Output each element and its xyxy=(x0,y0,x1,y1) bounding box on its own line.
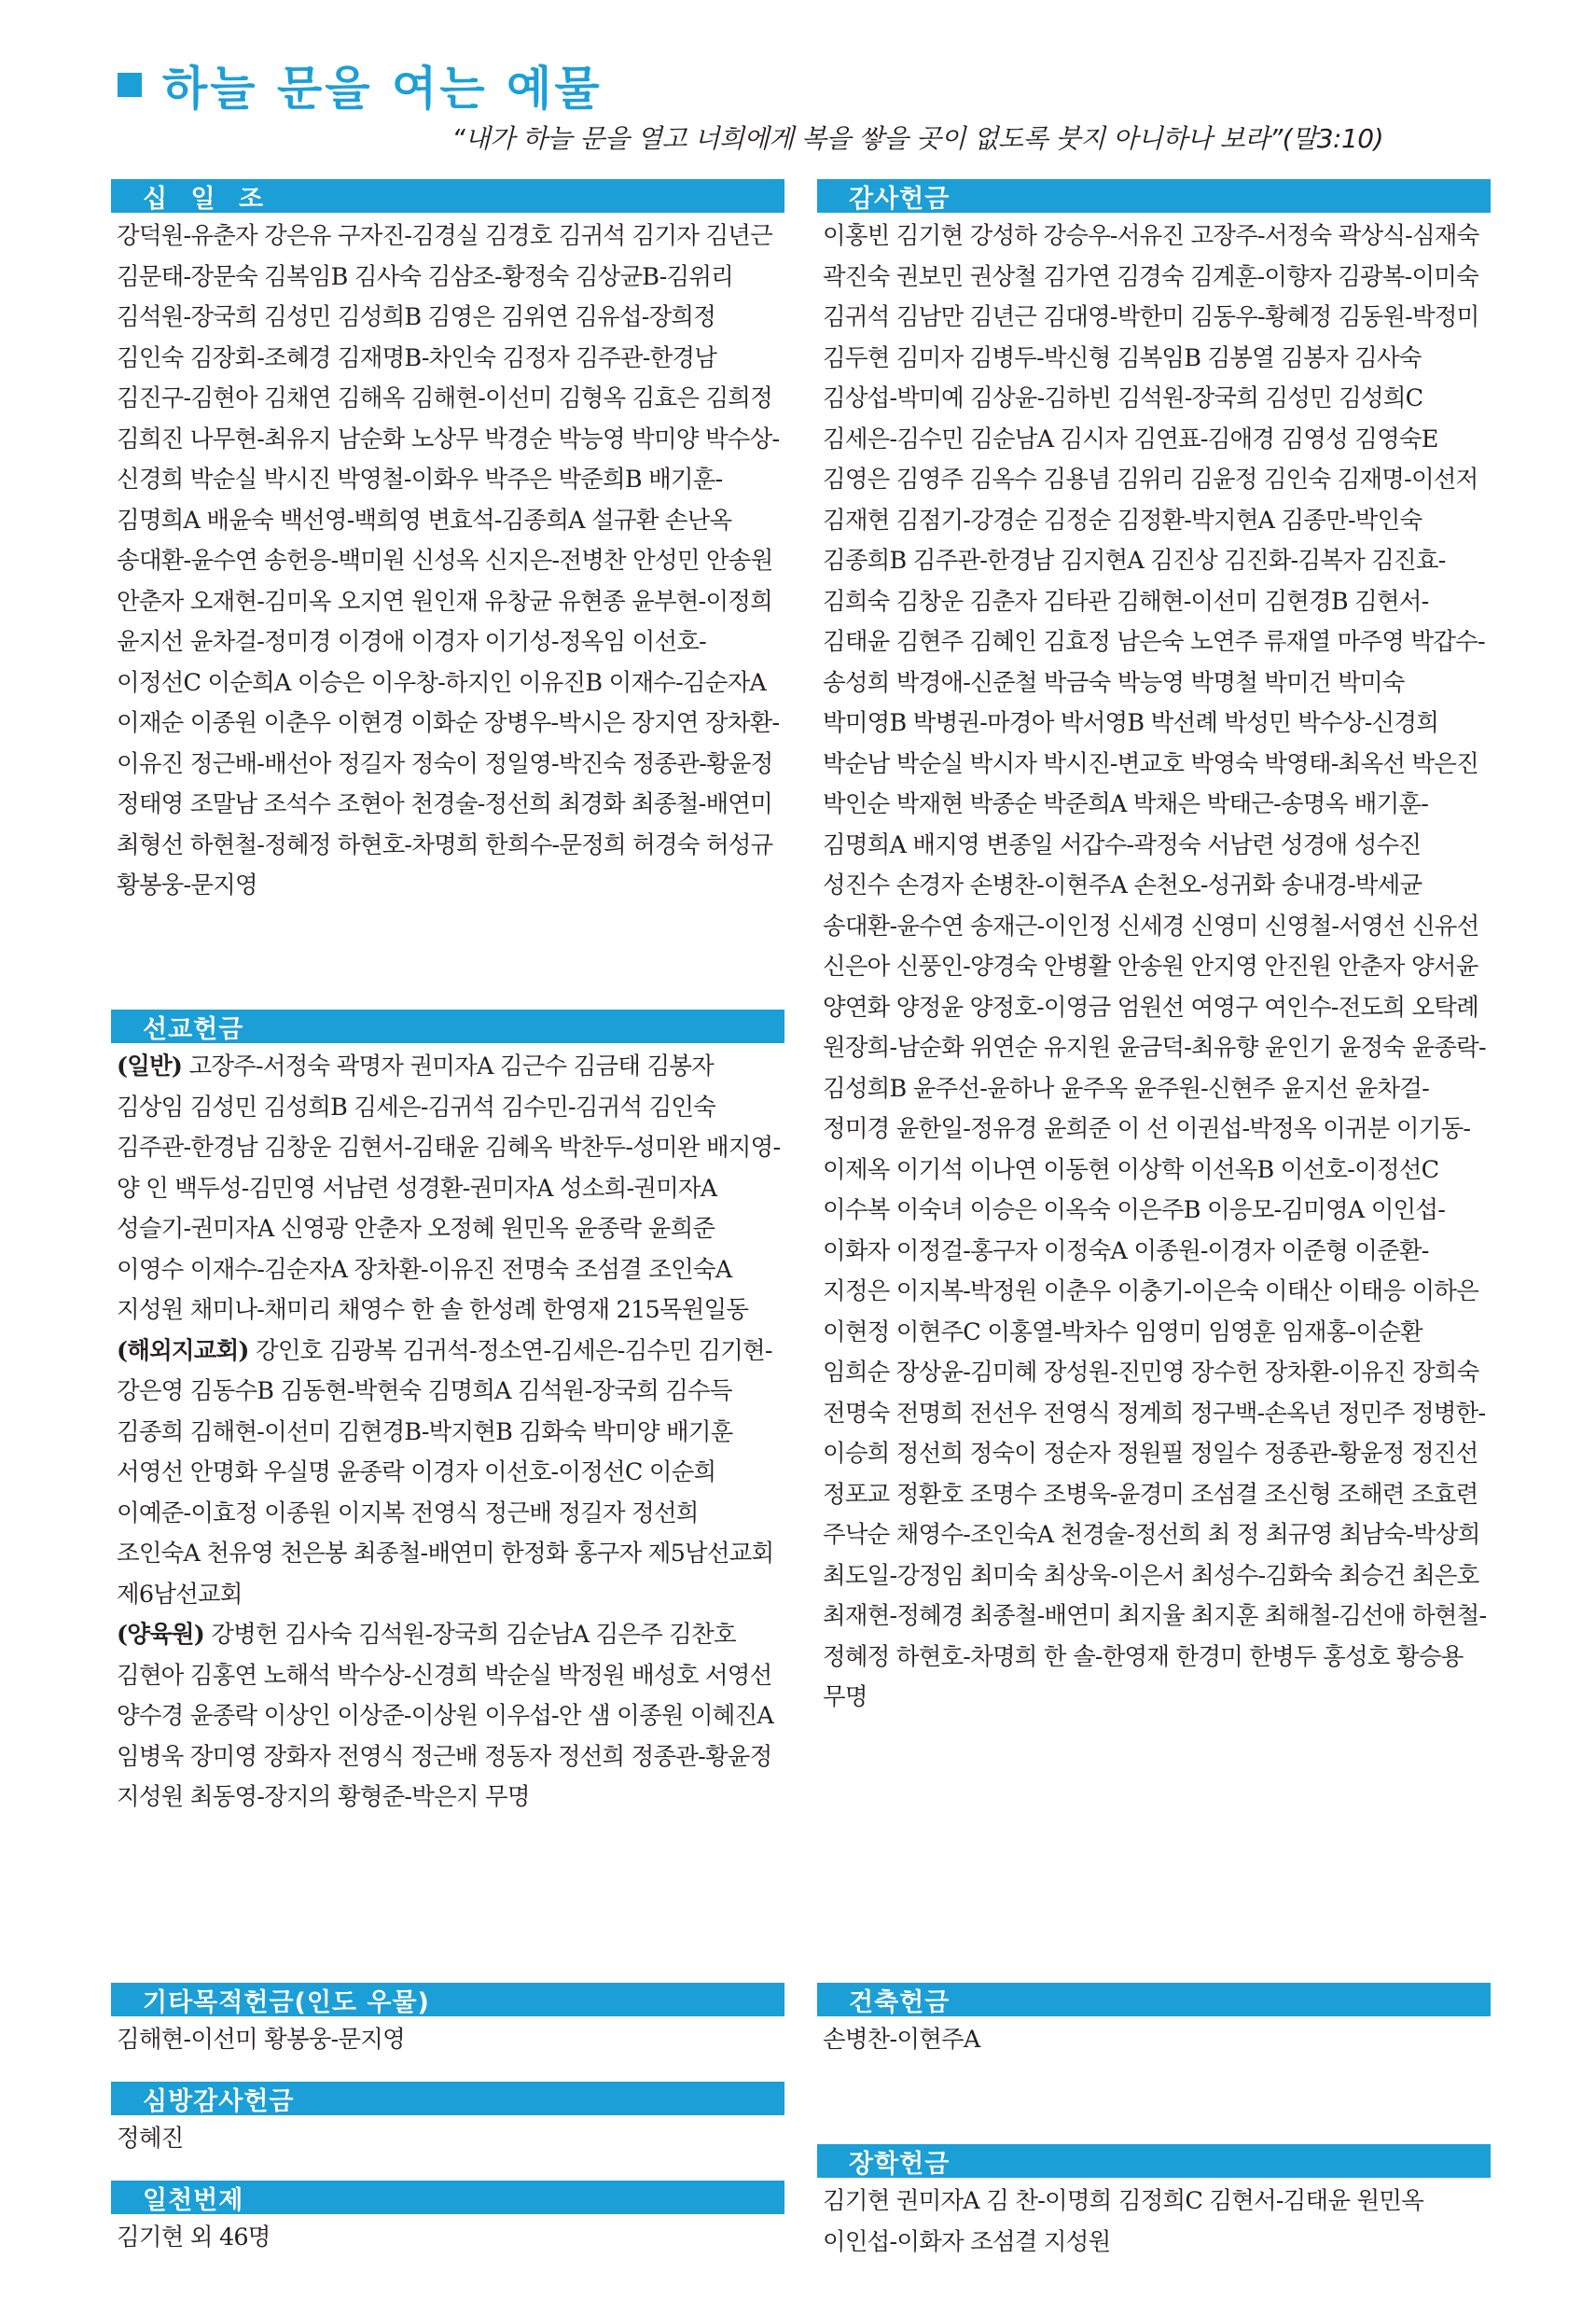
mission-overseas-names: 강인호 김광복 김귀석-정소연-김세은-김수민 김기현-강은영 김동수B 김동현-박현숙 김명희A 김석원-장국희 김수득 김종희 김해현-이선미 김현경B-박지현B 김화숙 박미양 배기훈 서영선 안명화 우실명 윤종락 이경자 이선호-이정선C 이순희 이예준-이효정 이종원 이지복 전영식 정근배 정길자 정선희 조인숙A 천유영 천은봉 최종철-배연미 한정화 홍구자 제5남선교회 제6남선교회 xyxy=(117,1336,774,1609)
other-purpose-names: 김해현-이선미 황봉웅-문지영 xyxy=(117,2026,405,2054)
mission-nursing-names: 강병헌 김사숙 김석원-장국희 김순남A 김은주 김찬호 김현아 김홍연 노해석 박수상-신경희 박순실 박정원 배성호 서영선 양수경 윤종락 이상인 이상준-이상원 이우섭-안 샘 이종원 이혜진A 임병욱 장미영 장화자 전영식 정근배 정동자 정선희 정종관-황윤정 지성원 최동영-장지의 황형준-박은지 무명 xyxy=(117,1621,774,1811)
scholarship-heading: 장학헌금 xyxy=(817,2144,1491,2178)
mission-heading: 선교헌금 xyxy=(111,1010,784,1043)
tithe-heading: 십 일 조 xyxy=(111,179,784,213)
tithe-section xyxy=(111,179,784,907)
other-purpose-heading: 기타목적헌금(인도 우물) xyxy=(111,1983,784,2016)
building-heading: 건축헌금 xyxy=(817,1983,1491,2016)
mission-section xyxy=(111,1010,784,1819)
mission-overseas-label: (해외지교회) xyxy=(117,1336,249,1365)
scholarship-section xyxy=(817,2144,1491,2263)
mission-general-names: 고장주-서정숙 곽명자 권미자A 김근수 김금태 김봉자 김상임 김성민 김성희B 김세은-김귀석 김수민-김귀석 김인숙 김주관-한경남 김창운 김현서-김태윤 김혜옥 박찬두-성미완 배지영-양 인 백두성-김민영 서남련 성경환-권미자A 성소희-권미자A 성슬기-권미자A 신영광 안춘자 오정혜 원민옥 윤종락 윤희준 이영수 이재수-김순자A 장차환-이유진 전명숙 조섬결 조인숙A 지성원 채미나-채미리 채영수 한 솔 한성례 한영재 215목원일동 xyxy=(117,1052,781,1324)
building-section xyxy=(817,1983,1491,2061)
thousand-offering-section xyxy=(111,2181,784,2259)
visitation-thanks-heading: 심방감사헌금 xyxy=(111,2082,784,2115)
scholarship-names: 김기현 권미자A 김 찬-이명희 김정희C 김현서-김태윤 원민옥 이인섭-이화자 조섬결 지성원 xyxy=(823,2187,1423,2256)
other-purpose-section xyxy=(111,1983,784,2061)
mission-nursing-label: (양육원) xyxy=(117,1621,205,1649)
square-bullet-icon xyxy=(118,73,142,97)
thousand-offering-heading: 일천번제 xyxy=(111,2181,784,2214)
thanks-names: 이홍빈 김기현 강성하 강승우-서유진 고장주-서정숙 곽상식-심재숙 곽진숙 권보민 권상철 김가연 김경숙 김계훈-이향자 김광복-이미숙 김귀석 김남만 김년근 김대영-박한미 김동우-황혜정 김동원-박정미 김두현 김미자 김병두-박신형 김복임B 김봉열 김봉자 김사숙 김상섭-박미예 김상윤-김하빈 김석원-장국희 김성민 김성희C 김세은-김수민 김순남A 김시자 김연표-김애경 김영성 김영숙E 김영은 김영주 김옥수 김용념 김위리 김윤정 김인숙 김재명-이선저 김재현 김점기-강경순 김정순 김정환-박지현A 김종만-박인숙 김종희B 김주관-한경남 김지현A 김진상 김진화-김복자 김진효-김희숙 김창운 김춘자 김타관 김해현-이선미 김현경B 김현서-김태윤 김현주 김혜인 김효정 남은숙 노연주 류재열 마주영 박갑수-송성희 박경애-신준철 박금숙 박능영 박명철 박미건 박미숙 박미영B 박병권-마경아 박서영B 박선례 박성민 박수상-신경희 박순남 박순실 박시자 박시진-변교호 박영숙 박영태-최옥선 박은진 박인순 박재현 박종순 박준희A 박채은 박태근-송명옥 배기훈-김명희A 배지영 변종일 서갑수-곽정숙 서남련 성경애 성수진 성진수 손경자 손병찬-이현주A 손천오-성귀화 송내경-박세균 송대환-윤수연 송재근-이인정 신세경 신영미 신영철-서영선 신유선 신은아 신풍인-양경숙 안병활 안송원 안지영 안진원 안춘자 양서윤 양연화 양정윤 양정호-이영금 엄원선 여영구 여인수-전도희 오탁례 원장희-남순화 위연순 유지원 윤금덕-최유향 윤인기 윤정숙 윤종락-김성희B 윤주선-윤하나 윤주옥 윤주원-신현주 윤지선 윤차걸-정미경 윤한일-정유경 윤희준 이 선 이권섭-박정옥 이귀분 이기동-이제옥 이기석 이나연 이동현 이상학 이선옥B 이선호-이정선C 이수복 이숙녀 이승은 이옥숙 이은주B 이응모-김미영A 이인섭-이화자 이정걸-홍구자 이정숙A 이종원-이경자 이준형 이준환-지정은 이지복-박정원 이춘우 이충기-이은숙 이태산 이태응 이하은 이현정 이현주C 이홍열-박차수 임영미 임영훈 임재홍-이순환 임희순 장상윤-김미혜 장성원-진민영 장수헌 장차환-이유진 장희숙 전명숙 전명희 전선우 전영식 정계희 정구백-손옥년 정민주 정병한-이승희 정선희 정숙이 정순자 정원필 정일수 정종관-황윤정 정진선 정포교 정환호 조명수 조병욱-윤경미 조섬결 조신형 조해련 조효련 주낙순 채영수-조인숙A 천경술-정선희 최 정 최규영 최남숙-박상희 최도일-강정임 최미숙 최상욱-이은서 최성수-김화숙 최승건 최은호 최재현-정혜경 최종철-배연미 최지율 최지훈 최해철-김선애 하현철-정혜정 하현호-차명희 한 솔-한영재 한경미 한병두 홍성호 황승용 무명 xyxy=(823,222,1487,1711)
visitation-thanks-names: 정혜진 xyxy=(117,2125,184,2153)
tithe-names: 강덕원-유춘자 강은유 구자진-김경실 김경호 김귀석 김기자 김년근 김문태-장문숙 김복임B 김사숙 김삼조-황정숙 김상균B-김위리 김석원-장국희 김성민 김성희B 김영은 김위연 김유섭-장희정 김인숙 김장회-조혜경 김재명B-차인숙 김정자 김주관-한경남 김진구-김현아 김채연 김해옥 김해현-이선미 김형옥 김효은 김희정 김희진 나무현-최유지 남순화 노상무 박경순 박능영 박미양 박수상-신경희 박순실 박시진 박영철-이화우 박주은 박준희B 배기훈-김명희A 배윤숙 백선영-백희영 변효석-김종희A 설규환 손난옥 송대환-윤수연 송헌응-백미원 신성옥 신지은-전병찬 안성민 안송원 안춘자 오재현-김미옥 오지연 원인재 유창균 유현종 윤부현-이정희 윤지선 윤차걸-정미경 이경애 이경자 이기성-정옥임 이선호-이정선C 이순희A 이승은 이우창-하지인 이유진B 이재수-김순자A 이재순 이종원 이춘우 이현경 이화순 장병우-박시은 장지연 장차환-이유진 정근배-배선아 정길자 정숙이 정일영-박진숙 정종관-황윤정 정태영 조말남 조석수 조현아 천경술-정선희 최경화 최종철-배연미 최형선 하현철-정혜정 하현호-차명희 한희수-문정희 허경숙 허성규 황봉웅-문지영 xyxy=(117,222,780,899)
building-names: 손병찬-이현주A xyxy=(823,2026,980,2054)
page-title-row xyxy=(118,51,603,118)
visitation-thanks-section xyxy=(111,2082,784,2160)
thanks-heading: 감사헌금 xyxy=(817,179,1491,213)
mission-general-label: (일반) xyxy=(117,1052,183,1080)
scripture-verse: “내가 하늘 문을 열고 너희에게 복을 쌓을 곳이 없도록 붓지 아니하나 보라”(말3:10) xyxy=(451,123,1383,154)
thanks-section xyxy=(817,179,1491,1719)
mission-names xyxy=(111,1047,784,1819)
thousand-offering-names: 김기현 외 46명 xyxy=(117,2223,271,2251)
page-title: 하늘 문을 여는 예물 xyxy=(162,62,603,116)
